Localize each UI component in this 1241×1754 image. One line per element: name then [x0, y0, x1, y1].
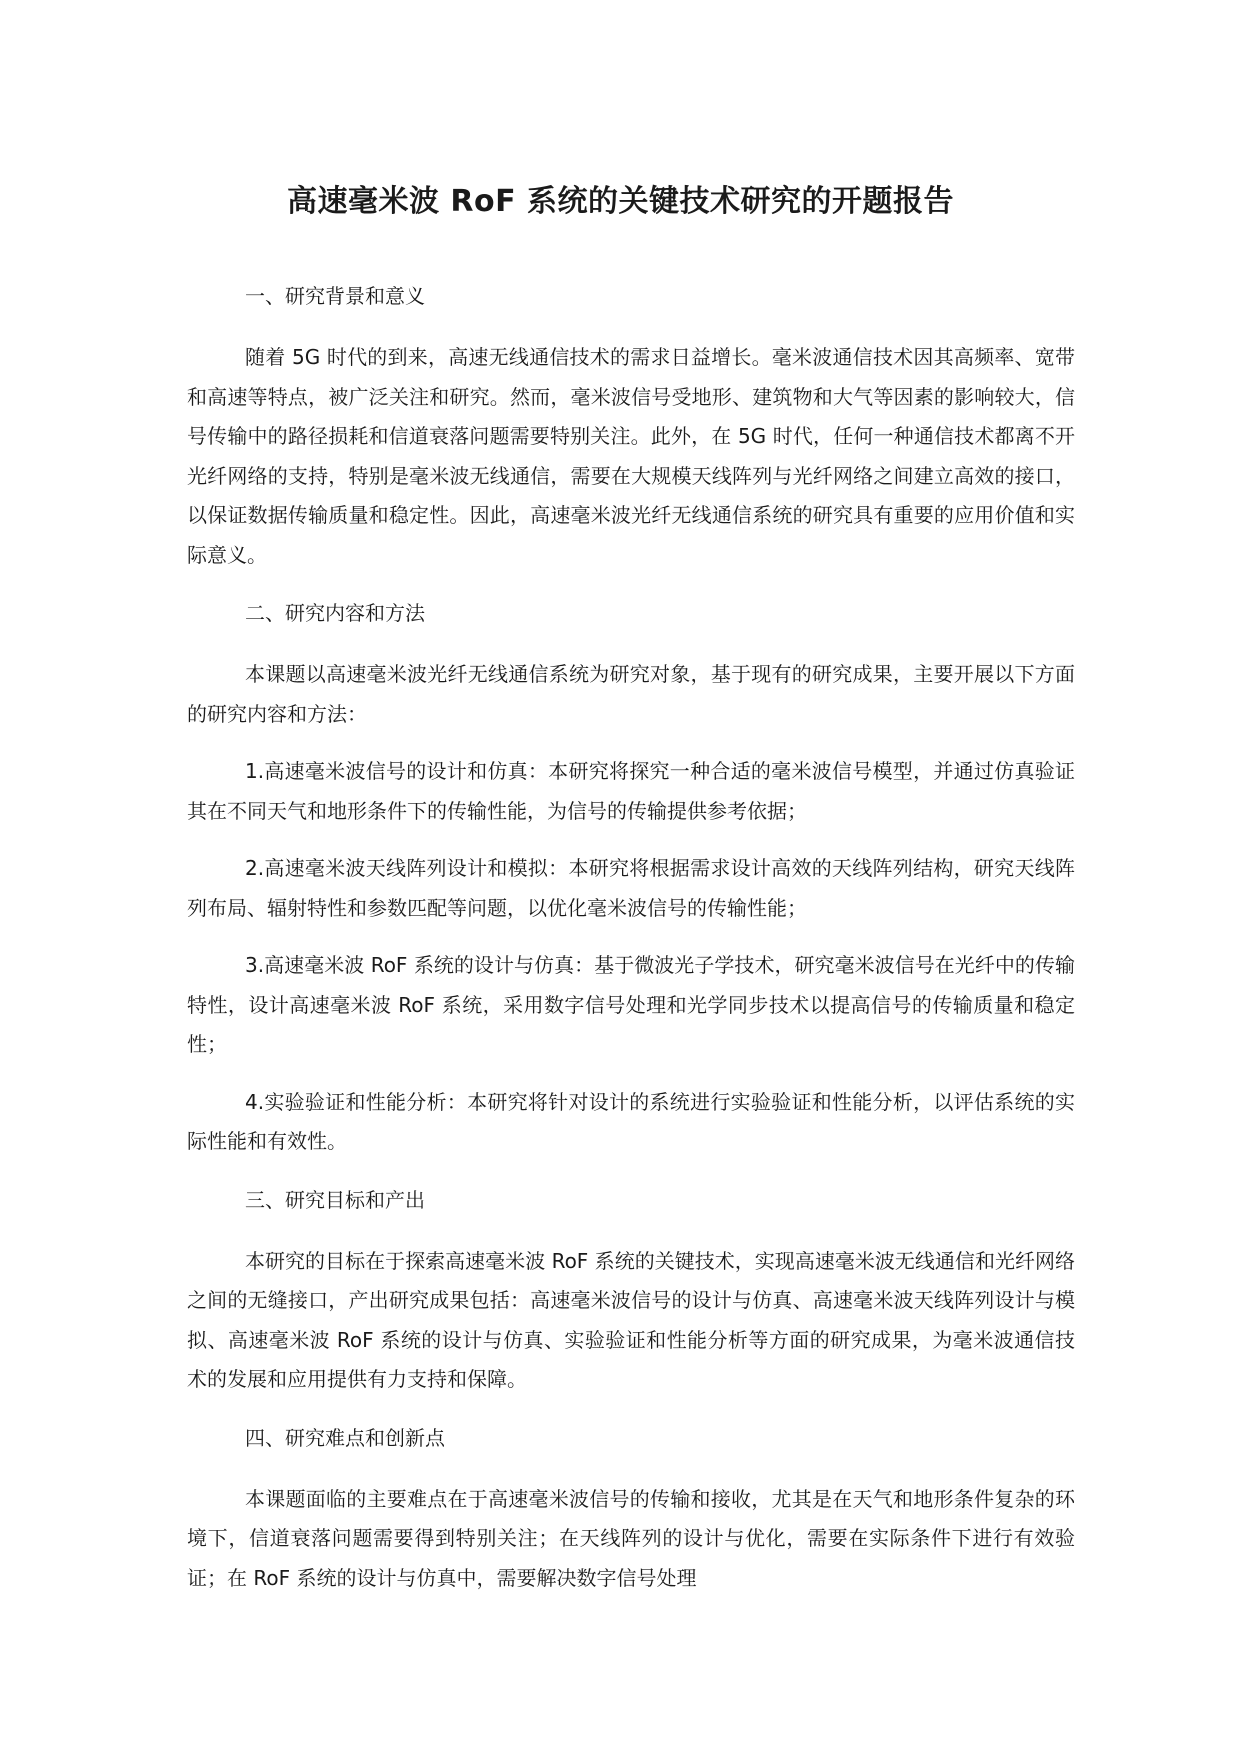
document-title: 高速毫米波 RoF 系统的关键技术研究的开题报告: [286, 184, 955, 219]
paragraph: 本课题面临的主要难点在于高速毫米波信号的传输和接收，尤其是在天气和地形条件复杂的环境下，信道衰落问题需要得到特别关注；在天线阵列的设计与优化，需要在实际条件下进行有效验证；在 RoF 系统的设计与仿真中，需要解决数字信号处理: [187, 1486, 1075, 1590]
section-heading-goals-output: 三、研究目标和产出: [245, 1187, 425, 1212]
paragraph: 随着 5G 时代的到来，高速无线通信技术的需求日益增长。毫米波通信技术因其高频率、宽带和高速等特点，被广泛关注和研究。然而，毫米波信号受地形、建筑物和大气等因素的影响较大，信号传输中的路径损耗和信道衰落问题需要特别关注。此外，在 5G 时代，任何一种通信技术都离不开光纤网络的支持，特别是毫米波无线通信，需要在大规模天线阵列与光纤网络之间建立高效的接口，以保证数据传输质量和稳定性。因此，高速毫米波光纤无线通信系统的研究具有重要的应用价值和实际意义。: [187, 345, 1075, 567]
section-heading-difficulties-innovation: 四、研究难点和创新点: [245, 1425, 445, 1450]
paragraph: 本课题以高速毫米波光纤无线通信系统为研究对象，基于现有的研究成果，主要开展以下方面的研究内容和方法：: [187, 662, 1075, 726]
paragraph: 本研究的目标在于探索高速毫米波 RoF 系统的关键技术，实现高速毫米波无线通信和光纤网络之间的无缝接口，产出研究成果包括：高速毫米波信号的设计与仿真、高速毫米波天线阵列设计与模拟、高速毫米波 RoF 系统的设计与仿真、实验验证和性能分析等方面的研究成果，为毫米波通信技术的发展和应用提供有力支持和保障。: [187, 1248, 1075, 1391]
list-item-paragraph: 3.高速毫米波 RoF 系统的设计与仿真：基于微波光子学技术，研究毫米波信号在光纤中的传输特性，设计高速毫米波 RoF 系统，采用数字信号处理和光学同步技术以提高信号的传输质量和稳定性；: [187, 953, 1075, 1056]
section-heading-content-methods: 二、研究内容和方法: [245, 601, 425, 625]
list-item-paragraph: 2.高速毫米波天线阵列设计和模拟：本研究将根据需求设计高效的天线阵列结构，研究天线阵列布局、辐射特性和参数匹配等问题，以优化毫米波信号的传输性能；: [187, 856, 1075, 920]
list-item-paragraph: 4.实验验证和性能分析：本研究将针对设计的系统进行实验验证和性能分析，以评估系统的实际性能和有效性。: [187, 1089, 1075, 1153]
document-body: [187, 276, 1075, 1616]
list-item-paragraph: 1.高速毫米波信号的设计和仿真：本研究将探究一种合适的毫米波信号模型，并通过仿真验证其在不同天气和地形条件下的传输性能，为信号的传输提供参考依据；: [187, 759, 1075, 823]
section-heading-background: 一、研究背景和意义: [245, 284, 425, 308]
